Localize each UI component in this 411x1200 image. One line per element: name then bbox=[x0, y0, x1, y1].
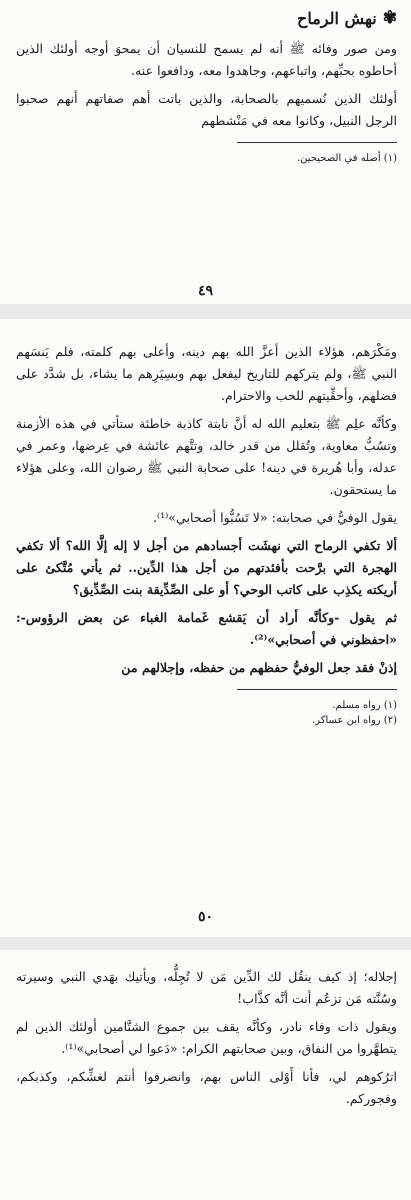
paragraph: ألا تكفي الرماح التي نهشَت أجسادهم من أجل لا إله إلَّا الله؟ ألا تكفي الهجرة التي برَّحت بأفئدتهم من أجل هذا الدِّين.. ثم يأتي مُتَّكئ على أريكته يكذِب على كاتب الوحي؟ أو على الصِّدِّيقة بنت الصِّدِّيق؟ bbox=[16, 538, 397, 597]
footnote: (٢) رواه ابن عساكر. bbox=[312, 715, 397, 726]
page-51 bbox=[0, 950, 411, 1200]
flower-icon: ✾ bbox=[382, 8, 397, 28]
paragraph: اترُكوهم لي، فأنا أَوْلى الناس بهم، وانصرفوا أنتم لغشِّكم، وكذبكم، وفجوركم. bbox=[16, 1069, 397, 1106]
paragraph: ويقول ذات وفاء نادر، وكأنَّه يقف بين جموع الشتَّامين أولئك الذين لم يتطهَّروا من النفاق، وبين صحابتهم الكرام: «دَعوا لي أصحابي»⁽¹⁾. bbox=[16, 1019, 397, 1056]
paragraph: إجلاله؛ إذ كيف ينقُل لك الدِّين مَن لا تُجِلُّه، ويأتيك بهَدي النبي وسيرته وسُنَّته مَن تزعُم أنت أنَّه كذَّاب! bbox=[16, 969, 397, 1006]
running-header bbox=[16, 8, 397, 28]
paragraph: ومَكْرَهم، هؤلاء الذين أعزَّ الله بهم دينه، وأعلى بهم كلمته، فلم يَنسَهم النبي ﷺ، ولم يتركهم للتاريخ ليفعل بهم وبسِيَرِهم ما يشاء، بل شدَّد على فضلهم، وأحقِّيتهم للحب والاحترام. bbox=[16, 344, 397, 403]
paragraph: إذنْ فقد جعل الوفيُّ حفظهم من حفظه، وإجلالهم من bbox=[121, 660, 397, 675]
page-50 bbox=[0, 319, 411, 937]
page-number: ٤٩ bbox=[197, 283, 214, 299]
paragraph: أولئك الذين نُسميهم بالصحابة، والذين باتت أهم صفاتهم أنهم صحبوا الرجل النبيل، وكانوا معه في مَنْشطهم bbox=[16, 91, 397, 128]
paragraph: ثم يقول -وكأنَّه أراد أن يَقشع غَمامة الغباء عن بعض الرؤوس-: «احفظوني في أصحابي»⁽²⁾. bbox=[16, 610, 397, 647]
book-title: نهش الرماح bbox=[297, 8, 377, 28]
footnote-divider bbox=[237, 689, 397, 690]
page-49 bbox=[0, 0, 411, 304]
page-number: ٥٠ bbox=[197, 909, 214, 925]
paragraph: وكأنَّه علِم ﷺ بتعليم الله له أنَّ نابتة كاذبة خاطئة ستأتي في هذه الأزمنة وتسُبُّ معاوية، وتُقلل من قدر خالد، وتتَّهم عائشة في عِرضها، وعمر في عدله، وأبا هُريرة في دينه! على صحابة النبي ﷺ رضوان الله، وعلى هؤلاء ما يستحقون. bbox=[16, 416, 397, 497]
paragraph: يقول الوفيُّ في صحابته: «لا تَسُبُّوا أصحابي»⁽¹⁾. bbox=[153, 510, 397, 525]
footnote: (١) رواه مسلم. bbox=[332, 700, 397, 711]
paragraph: ومن صور وفائه ﷺ أنه لم يسمح للنسيان أن يمحوَ أوجه أولئك الذين أحاطوه بحبِّهم، واتباعهم، وجاهدوا معه، ودافعوا عنه. bbox=[16, 41, 397, 78]
footnote: (١) أصله في الصحيحين. bbox=[296, 153, 397, 164]
footnote-divider bbox=[237, 142, 397, 143]
